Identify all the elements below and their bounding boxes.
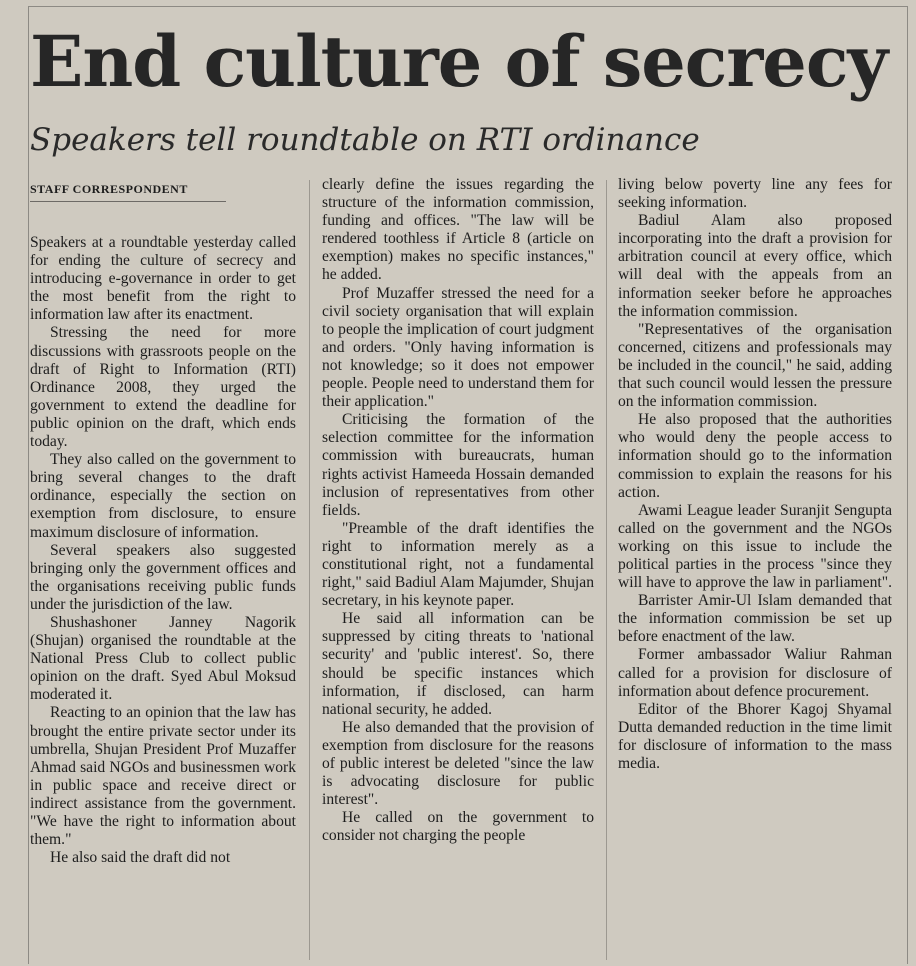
paragraph: Reacting to an opinion that the law has brought the entire private sector under its umbrella, Shujan President Prof Muzaffer Ahmad said NGOs and businessmen work in public space and receive direct or indirect assistance from the government. "We have the right to information about them." xyxy=(30,704,296,849)
paragraph: Stressing the need for more discussions with grassroots people on the draft of Right to Information (RTI) Ordinance 2008, they urged the government to extend the deadline for public opinion on the draft, which ends today. xyxy=(30,324,296,451)
paragraph: He said all information can be suppressed by citing threats to 'national security' and 'public interest'. So, there should be specific instances which information, if disclosed, can harm national security, he added. xyxy=(322,610,594,718)
paragraph: Speakers at a roundtable yesterday called for ending the culture of secrecy and introducing e-governance in order to get the most benefit from the right to information law after its enactment. xyxy=(30,234,296,324)
paragraph: Awami League leader Suranjit Sengupta called on the government and the NGOs working on this issue to include the political parties in the process "since they will have to approve the law in parliament". xyxy=(618,501,892,592)
paragraph: He also demanded that the provision of exemption from disclosure for the reasons of public interest be deleted "since the law is advocating disclosure for public interest". xyxy=(322,718,594,809)
column-divider xyxy=(309,180,310,960)
article-column-3 xyxy=(618,176,892,962)
byline: STAFF CORRESPONDENT xyxy=(30,176,226,202)
paragraph: They also called on the government to bring several changes to the draft ordinance, especially the section on exemption from disclosure, to ensure maximum disclosure of information. xyxy=(30,451,296,541)
headline: End culture of secrecy xyxy=(30,20,888,103)
article-column-1 xyxy=(30,176,296,962)
paragraph: Editor of the Bhorer Kagoj Shyamal Dutta demanded reduction in the time limit for disclosure of information to the mass media. xyxy=(618,700,892,772)
paragraph: living below poverty line any fees for seeking information. xyxy=(618,176,892,212)
paragraph: Criticising the formation of the selection committee for the information commission with bureaucrats, human rights activist Hameeda Hossain demanded inclusion of representatives from other fields. xyxy=(322,411,594,519)
article-column-2 xyxy=(322,176,594,962)
paragraph: "Representatives of the organisation concerned, citizens and professionals may be included in the council," he said, adding that such council would lessen the pressure on the information commission. xyxy=(618,320,892,411)
subheadline: Speakers tell roundtable on RTI ordinance xyxy=(30,122,700,158)
column-divider xyxy=(606,180,607,960)
paragraph: "Preamble of the draft identifies the right to information merely as a constitutional right, not a fundamental right," said Badiul Alam Majumder, Shujan secretary, in his keynote paper. xyxy=(322,519,594,610)
paragraph: He also proposed that the authorities who would deny the people access to information should go to the information commission to explain the reasons for his action. xyxy=(618,411,892,501)
paragraph: Prof Muzaffer stressed the need for a civil society organisation that will explain to people the implication of court judgment and orders. "Only having information is not knowledge; so it does not empower people. People need to understand them for their application." xyxy=(322,284,594,411)
paragraph: clearly define the issues regarding the structure of the information commission, funding and offices. "The law will be rendered toothless if Article 8 (article on exemption) makes no specific instances," he added. xyxy=(322,176,594,284)
paragraph: He also said the draft did not xyxy=(50,849,231,867)
paragraph: Several speakers also suggested bringing only the government offices and the organisations receiving public funds under the jurisdiction of the law. xyxy=(30,541,296,613)
paragraph: Barrister Amir-Ul Islam demanded that the information commission be set up before enactment of the law. xyxy=(618,592,892,646)
paragraph: Badiul Alam also proposed incorporating into the draft a provision for arbitration council at every office, which will deal with the appeals from an information seeker before he approaches the information commission. xyxy=(618,212,892,320)
paragraph: Former ambassador Waliur Rahman called for a provision for disclosure of information about defence procurement. xyxy=(618,646,892,700)
paragraph: Shushashoner Janney Nagorik (Shujan) organised the roundtable at the National Press Club to collect public opinion on the draft. Syed Abul Moksud moderated it. xyxy=(30,613,296,704)
paragraph: He called on the government to consider not charging the people xyxy=(322,809,594,845)
